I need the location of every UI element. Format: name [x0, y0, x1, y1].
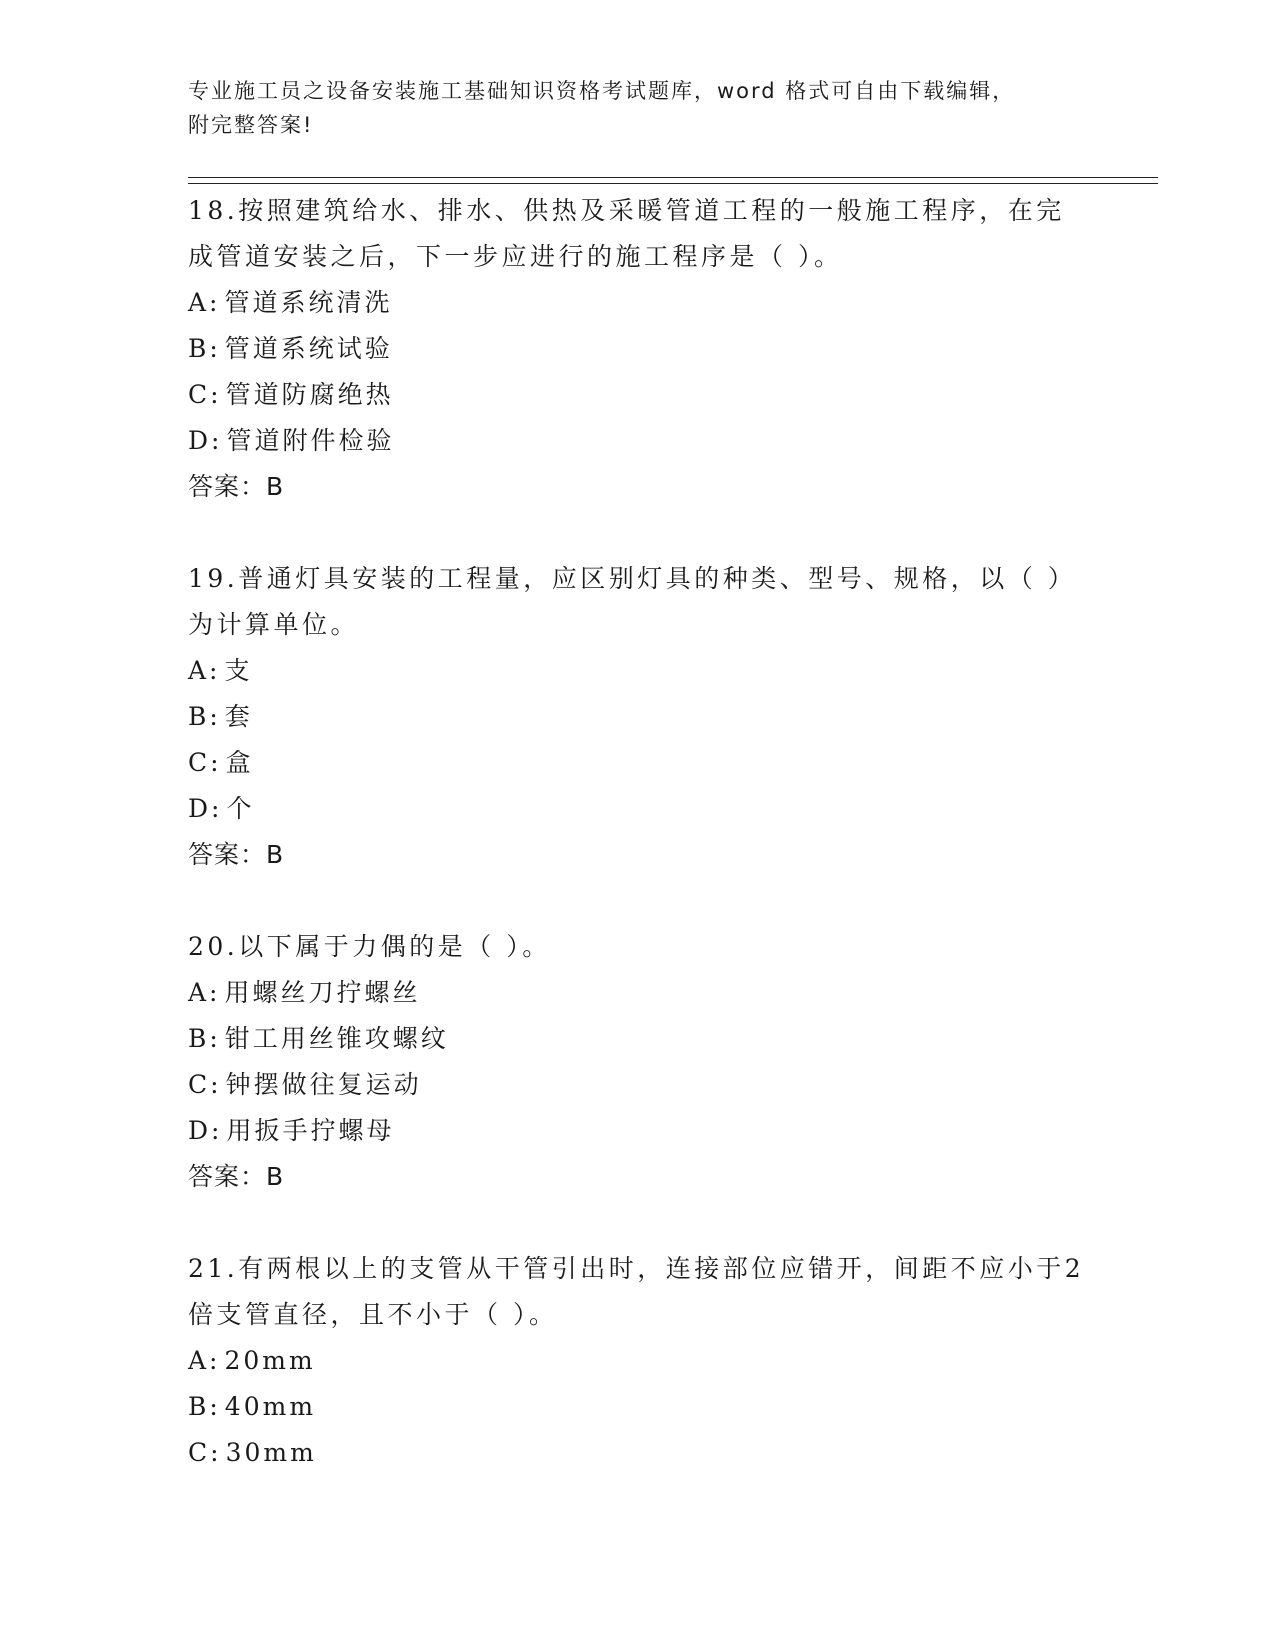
option-text: 管道附件检验 — [226, 426, 395, 455]
question-stem: 19.普通灯具安装的工程量，应区别灯具的种类、型号、规格，以（ ）为计算单位。 — [188, 564, 1077, 639]
option-text: 钟摆做往复运动 — [225, 1070, 422, 1099]
option-a — [188, 648, 1088, 694]
option-text: 用扳手拧螺母 — [226, 1116, 395, 1145]
option-letter: D: — [188, 1116, 223, 1145]
option-letter: C: — [188, 1438, 222, 1467]
option-a — [188, 280, 1088, 326]
option-text: 盒 — [225, 748, 254, 777]
question-20 — [188, 924, 1088, 1200]
answer-line: 答案：B — [188, 840, 285, 869]
question-stem: 20.以下属于力偶的是（ ）。 — [188, 932, 551, 961]
option-text: 用螺丝刀拧螺丝 — [224, 978, 421, 1007]
option-b — [188, 1384, 1088, 1430]
answer-line: 答案：B — [188, 472, 285, 501]
option-a — [188, 970, 1088, 1016]
question-18 — [188, 188, 1088, 510]
header-line-2: 附完整答案! — [188, 113, 314, 137]
option-c — [188, 740, 1088, 786]
question-stem: 18.按照建筑给水、排水、供热及采暖管道工程的一般施工程序，在完成管道安装之后，下一步应进行的施工程序是（ ）。 — [188, 196, 1065, 271]
option-b — [188, 694, 1088, 740]
option-letter: A: — [188, 288, 221, 317]
option-text: 套 — [224, 702, 253, 731]
option-text: 支 — [224, 656, 253, 685]
question-21 — [188, 1246, 1088, 1476]
option-text: 钳工用丝锥攻螺纹 — [224, 1024, 449, 1053]
option-letter: C: — [188, 1070, 222, 1099]
header-divider-bottom — [188, 183, 1158, 184]
question-19 — [188, 556, 1088, 878]
option-d — [188, 1108, 1088, 1154]
option-text: 管道系统试验 — [224, 334, 393, 363]
option-text: 管道防腐绝热 — [225, 380, 394, 409]
question-stem: 21.有两根以上的支管从干管引出时，连接部位应错开，间距不应小于2倍支管直径，且不小于（ ）。 — [188, 1254, 1085, 1329]
document-header — [188, 74, 1068, 142]
option-letter: A: — [188, 978, 221, 1007]
option-text: 个 — [226, 794, 255, 823]
option-b — [188, 1016, 1088, 1062]
option-letter: C: — [188, 748, 222, 777]
option-text: 40mm — [224, 1392, 317, 1421]
option-letter: D: — [188, 426, 223, 455]
option-a — [188, 1338, 1088, 1384]
header-divider-top — [188, 177, 1158, 178]
option-letter: B: — [188, 1392, 221, 1421]
option-letter: B: — [188, 334, 221, 363]
option-letter: B: — [188, 1024, 221, 1053]
option-d — [188, 786, 1088, 832]
option-d — [188, 418, 1088, 464]
option-c — [188, 1062, 1088, 1108]
answer-line: 答案：B — [188, 1162, 285, 1191]
option-b — [188, 326, 1088, 372]
option-letter: D: — [188, 794, 223, 823]
option-c — [188, 372, 1088, 418]
option-letter: A: — [188, 656, 221, 685]
option-letter: C: — [188, 380, 222, 409]
question-list — [188, 188, 1088, 1476]
option-letter: B: — [188, 702, 221, 731]
option-letter: A: — [188, 1346, 221, 1375]
header-line-1: 专业施工员之设备安装施工基础知识资格考试题库，word 格式可自由下载编辑， — [188, 79, 1016, 103]
option-text: 管道系统清洗 — [224, 288, 393, 317]
option-text: 20mm — [224, 1346, 316, 1375]
option-c — [188, 1430, 1088, 1476]
option-text: 30mm — [225, 1438, 317, 1467]
